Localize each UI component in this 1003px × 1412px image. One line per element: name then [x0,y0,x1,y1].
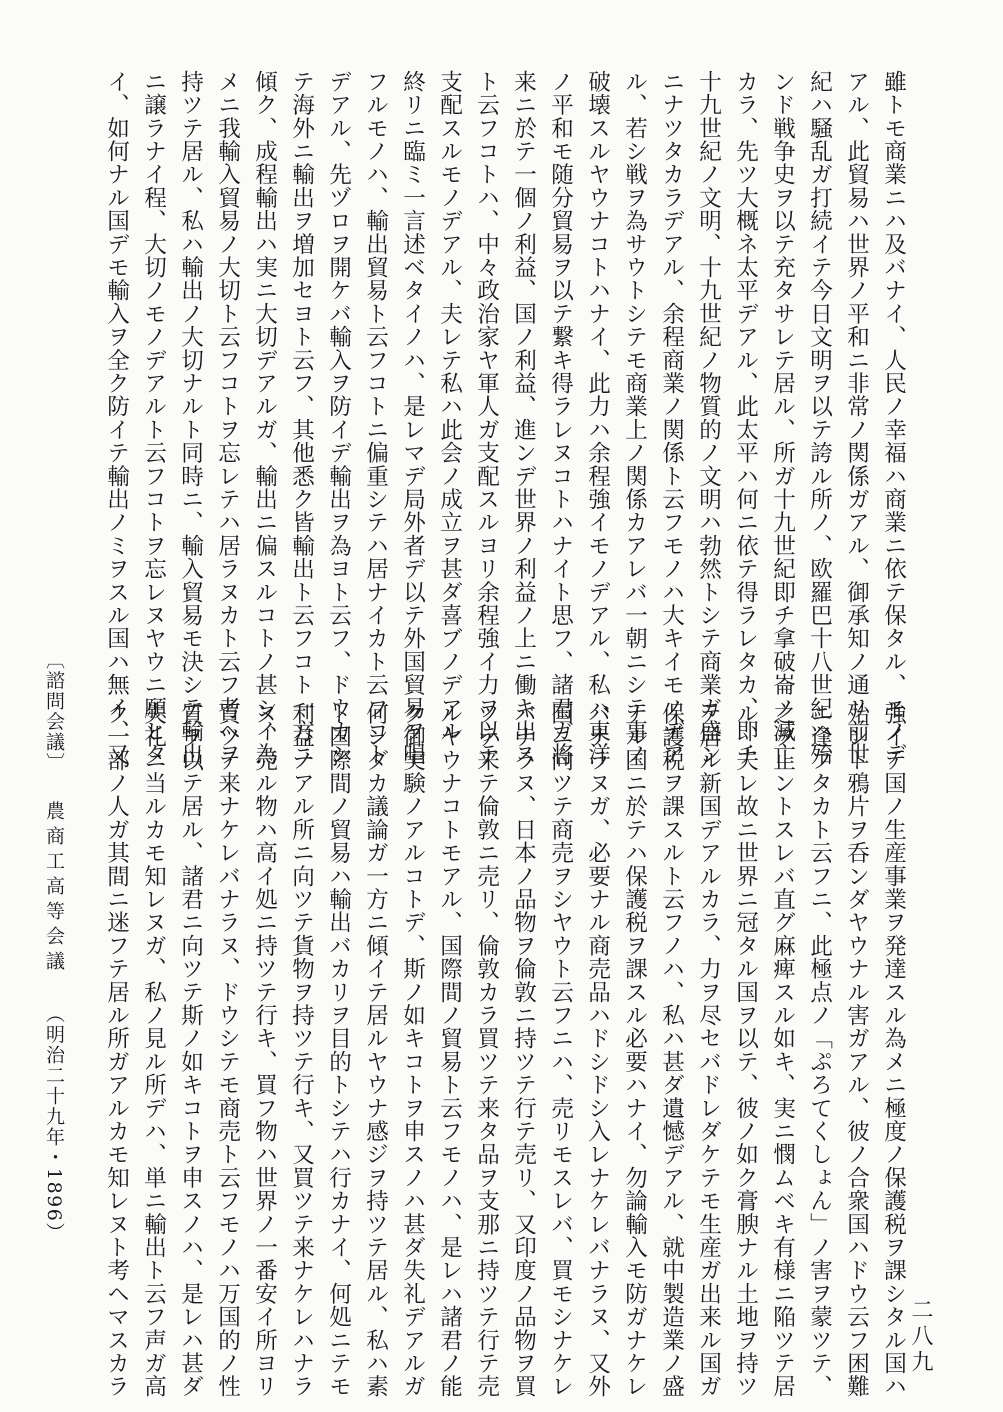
text-column: ニ譲ラナイ程、大切ノモノデアルト云フコトヲ忘レヌヤウニ願ヒタ [140,70,167,766]
text-column: 雖トモ商業ニハ及バナイ、人民ノ幸福ハ商業ニ依テ保タル、モノデ [880,70,907,766]
header-category: 〔諮問会議〕 [43,650,65,773]
text-column: ル、若シ戦ヲ為サウトシテモ商業上ノ関係カアレバ一朝ニシテ事ノ [621,70,648,766]
text-column: 支配スルモノデアル、夫レテ私ハ此会ノ成立ヲ甚ダ喜ブノデアル [436,70,463,743]
text-column: メニ我輸入貿易ノ大切ト云フコトヲ忘レテハ居ラヌカト云フ考ヘヲ [214,70,241,766]
text-column: 傾ク、成程輸出ハ実ニ大切デアルガ、輸出ニ偏スルコトノ甚シイ為 [251,70,278,766]
text-column: テ海外ニ輸出ヲ増加セヨト云フ、其他悉ク皆輸出ト云フコト一方ニ [288,70,315,766]
text-column: 十九世紀ノ文明、十九世紀ノ物質的ノ文明ハ勃然トシテ商業ガ盛ン [695,70,722,766]
text-column: ト云フコトハ、中々政治家ヤ軍人ガ支配スルヨリ余程強イ力ヲ以テ [473,70,500,766]
text-column: 失礼ニ当ルカモ知レヌガ、私ノ見ル所デハ、単ニ輸出ト云フ声ガ高 [140,702,167,1398]
text-column: デアル、先ヅロヲ開ケバ輸入ヲ防イデ輸出ヲ為ヨト云フ、ドウカシ [325,70,352,766]
text-column: バナラヌガ、必要ナル商売品ハドシドシ入レナケレバナラヌ、又外 [584,702,611,1398]
text-column: ツテ来テ倫敦ニ売リ、倫敦カラ買ツテ来タ品ヲ支那ニ持ツテ行テ売 [473,702,500,1398]
text-column: ニナツタカラデアル、余程商業ノ関係ト云フモノハ大キイモノデア [658,70,685,766]
text-column: ト国際間ノ貿易ハ輸出バカリヲ目的トシテハ行カナイ、何処ニテモ [325,702,352,1398]
header-era: （明治二十九年・1896） [43,1004,65,1243]
page-number: 二八九 [908,1298,933,1376]
text-column: 終リニ臨ミ一言述ベタイノハ、是レマデ局外者デ以テ外国貿易ヲ唱 [399,70,426,766]
text-column: テ居ル新国デアルカラ、力ヲ尽セバドレダケテモ生産ガ出来ル国ガ [695,702,722,1398]
text-column: 之ヲ止ントスレバ直グ麻痺スル如キ、実ニ憫ムベキ有様ニ陥ツテ居 [769,702,796,1398]
header-title: 農商工高等会議 [43,801,65,976]
text-column: ノ平和モ随分貿易ヲ以テ繋キ得ラレヌコトハナイト思フ、諸君ガ将 [547,70,574,766]
text-column: アル、此貿易ハ世界ノ平和ニ非常ノ関係ガアル、御承知ノ通リ前世 [843,70,870,766]
text-column: 利益ノアル所ニ向ツテ貨物ヲ持ツテ行キ、又買ツテ来ナケレハナラ [288,702,315,1398]
text-column: ヌ、売ル物ハ高イ処ニ持ツテ行キ、買フ物ハ世界ノ一番安イ所ヨリ [251,702,278,1398]
text-column: イ、如何ナル国デモ輸入ヲ全ク防イテ輸出ノミヲスル国ハ無イ、又 [103,70,130,766]
text-column: フルモノハ、輸出貿易ト云フコトニ偏重シテハ居ナイカト云フコト [362,70,389,766]
text-column: 買ツテ来ナケレバナラヌ、ドウシテモ商売ト云フモノハ万国的ノ性 [214,702,241,1398]
text-column: カラ、先ツ大概ネ太平デアル、此太平ハ何ニ依テ得ラレタカ、即チ [732,70,759,766]
text-column: 殆ント鴉片ヲ呑ンダヤウナル害ガアル、彼ノ合衆国ハドウ云フ困難 [843,702,870,1398]
text-column: 国ニ向ツテ商売ヲシヤウト云フニハ、売リモスレバ、買モシナケレ [547,702,574,1398]
text-column: 強イテ国ノ生産事業ヲ発達スル為メニ極度ノ保護税ヲ課シタル国ハ [880,702,907,1398]
text-column: 来ニ於テ一個ノ利益、国ノ利益、進ンデ世界ノ利益ノ上ニ働キ出ス [510,70,537,766]
text-column: 質ヲ以テ居ル、諸君ニ向ツテ斯ノ如キコトヲ申スノハ、是レハ甚ダ [177,702,204,1398]
text-column: 保護税ヲ課スルト云フノハ、私ハ甚ダ遺憾デアル、就中製造業ノ盛 [658,702,685,1398]
running-header [44,650,63,1243]
text-column: ク一部ノ人ガ其間ニ迷フテ居ル所ガアルカモ知レヌト考ヘマスカラ [103,702,130,1398]
text-column: ンド戦争史ヲ以テ充タサレテ居ル、所ガ十九世紀即チ拿破崙ノ滅亡 [769,70,796,766]
text-column: ル、夫レ故ニ世界ニ冠タル国ヲ以テ、彼ノ如ク膏腴ナル土地ヲ持ツ [732,702,759,1398]
text-column: 何ンダカ議論ガ一方ニ傾イテ居ルヤウナ感ジヲ持ツテ居ル、私ハ素 [362,702,389,1398]
text-column: 持ツテ居ル、私ハ輸出ノ大切ナルト同時ニ、輸入貿易モ決シテ輸出 [177,70,204,766]
text-column: ルヤウナコトモアル、国際間ノ貿易ト云フモノハ、是レハ諸君ノ能 [436,702,463,1398]
text-column: ナル国ニ於テハ保護税ヲ課スル必要ハナイ、勿論輸入モ防ガナケレ [621,702,648,1398]
text-column: 紀ハ騒乱ガ打続イテ今日文明ヲ以テ誇ル所ノ、欧羅巴十八世紀ハ殆 [806,70,833,766]
text-column: バナラヌ、日本ノ品物ヲ倫敦ニ持ツテ行テ売リ、又印度ノ品物ヲ買 [510,702,537,1398]
text-column: 破壊スルヤウナコトハナイ、此力ハ余程強イモノデアル、私ハ東洋 [584,70,611,766]
text-column: ニ逢フタカト云フニ、此極点ノ「ぷろてくしょん」ノ害ヲ蒙ツテ、 [806,702,833,1398]
text-column: ク御実験ノアルコトデ、斯ノ如キコトヲ申スノハ甚ダ失礼デアルガ [399,702,426,1398]
